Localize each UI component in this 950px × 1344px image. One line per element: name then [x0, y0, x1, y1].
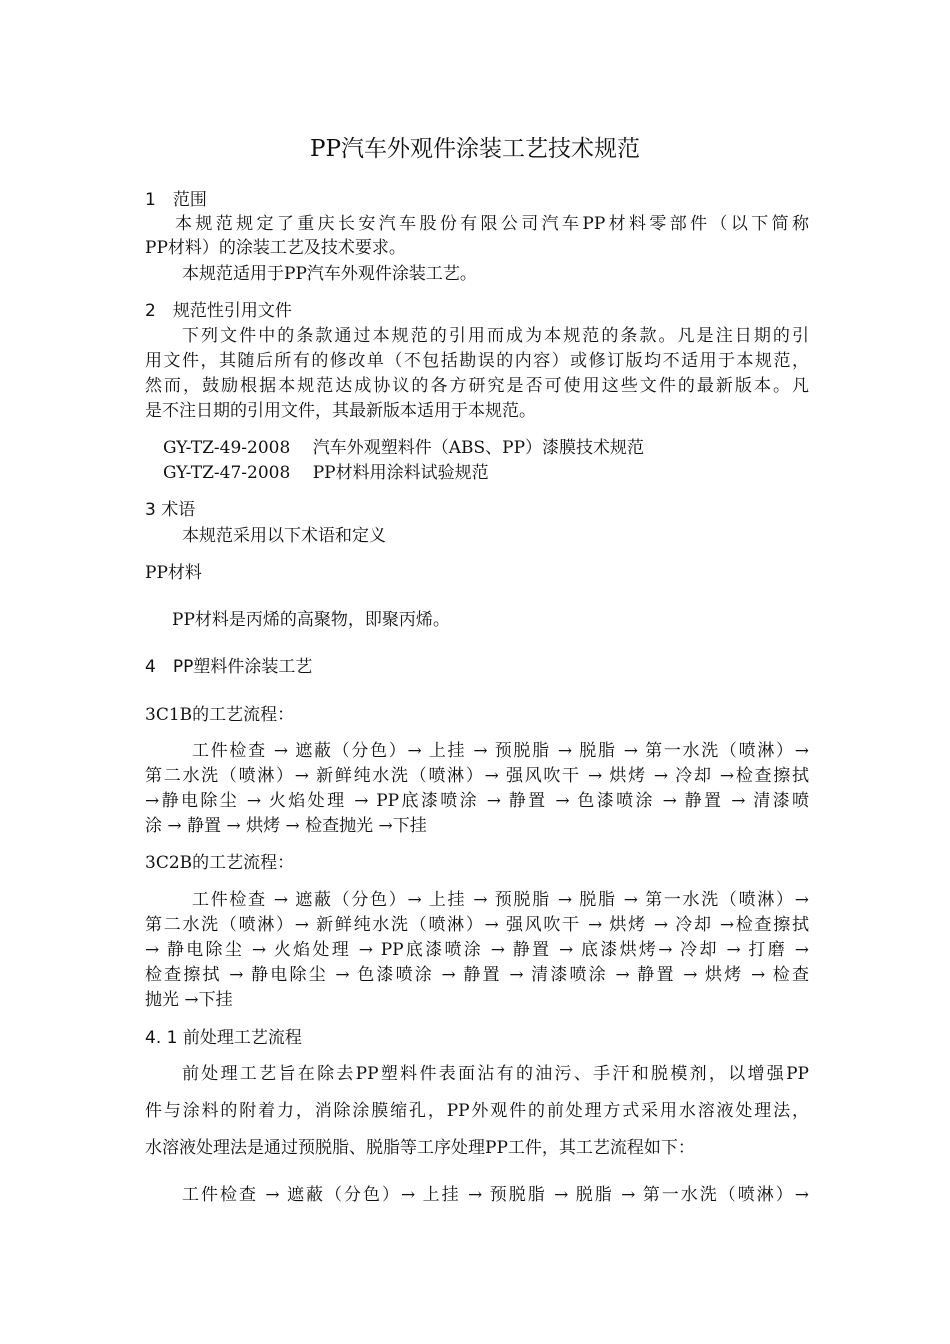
flow-1-line-3: →静电除尘 → 火焰处理 → PP底漆喷涂 → 静置 → 色漆喷涂 → 静置 → 清漆喷: [145, 791, 809, 811]
term-pp-material: PP材料: [145, 563, 202, 583]
reference-1: GY-TZ-49-2008 汽车外观塑料件（ABS、PP）漆膜技术规范: [163, 438, 645, 458]
flow-1-label: 3C1B的工艺流程：: [145, 705, 295, 725]
flow-1-line-1: 工件检查 → 遮蔽（分色）→ 上挂 → 预脱脂 → 脱脂 → 第一水洗（喷淋）→: [192, 741, 809, 761]
section-3-intro: 本规范采用以下术语和定义: [182, 526, 386, 546]
document-title: PP汽车外观件涂装工艺技术规范: [310, 136, 640, 162]
flow-2-line-5: 抛光 →下挂: [145, 990, 233, 1010]
section-1-heading: 1 范围: [145, 190, 207, 210]
section-2-line-1: 下列文件中的条款通过本规范的引用而成为本规范的条款。凡是注日期的引: [182, 326, 809, 346]
flow-2-line-4: 检查擦拭 → 静电除尘 → 色漆喷涂 → 静置 → 清漆喷涂 → 静置 → 烘烤 → 检查: [145, 965, 809, 985]
reference-2: GY-TZ-47-2008 PP材料用涂料试验规范: [163, 463, 489, 483]
flow-2-line-3: → 静电除尘 → 火焰处理 → PP底漆喷涂 → 静置 → 底漆烘烤→ 冷却 → 打磨 →: [145, 940, 809, 960]
section-1-line-3: 本规范适用于PP汽车外观件涂装工艺。: [182, 264, 477, 284]
section-2-line-4: 是不注日期的引用文件，其最新版本适用于本规范。: [145, 401, 536, 421]
subsection-4-1-flow: 工件检查 → 遮蔽（分色）→ 上挂 → 预脱脂 → 脱脂 → 第一水洗（喷淋）→: [182, 1185, 809, 1205]
subsection-4-1-line-2: 件与涂料的附着力，消除涂膜缩孔，PP外观件的前处理方式采用水溶液处理法，: [145, 1101, 809, 1121]
section-3-heading: 3 术语: [145, 500, 196, 520]
term-definition: PP材料是丙烯的高聚物，即聚丙烯。: [172, 610, 450, 630]
flow-1-line-4: 涂 → 静置 → 烘烤 → 检查抛光 →下挂: [145, 816, 427, 836]
section-2-heading: 2 规范性引用文件: [145, 301, 292, 321]
subsection-4-1-line-1: 前处理工艺旨在除去PP塑料件表面沾有的油污、手汗和脱模剂，以增强PP: [182, 1064, 809, 1084]
section-1-line-2: PP材料）的涂装工艺及技术要求。: [145, 238, 406, 258]
flow-2-line-1: 工件检查 → 遮蔽（分色）→ 上挂 → 预脱脂 → 脱脂 → 第一水洗（喷淋）→: [192, 890, 809, 910]
section-2-line-2: 用文件，其随后所有的修改单（不包括勘误的内容）或修订版均不适用于本规范，: [145, 351, 809, 371]
section-4-heading: 4 PP塑料件涂装工艺: [145, 657, 313, 677]
section-1-line-1: 本规范规定了重庆长安汽车股份有限公司汽车PP材料零部件（以下简称: [175, 214, 809, 234]
section-2-line-3: 然而，鼓励根据本规范达成协议的各方研究是否可使用这些文件的最新版本。凡: [145, 376, 809, 396]
subsection-4-1-line-3: 水溶液处理法是通过预脱脂、脱脂等工序处理PP工件，其工艺流程如下：: [145, 1138, 695, 1158]
flow-2-line-2: 第二水洗（喷淋）→ 新鲜纯水洗（喷淋）→ 强风吹干 → 烘烤 → 冷却 →检查擦拭: [145, 915, 809, 935]
flow-1-line-2: 第二水洗（喷淋）→ 新鲜纯水洗（喷淋）→ 强风吹干 → 烘烤 → 冷却 →检查擦拭: [145, 766, 809, 786]
flow-2-label: 3C2B的工艺流程：: [145, 853, 295, 873]
subsection-4-1-heading: 4. 1 前处理工艺流程: [145, 1028, 302, 1048]
